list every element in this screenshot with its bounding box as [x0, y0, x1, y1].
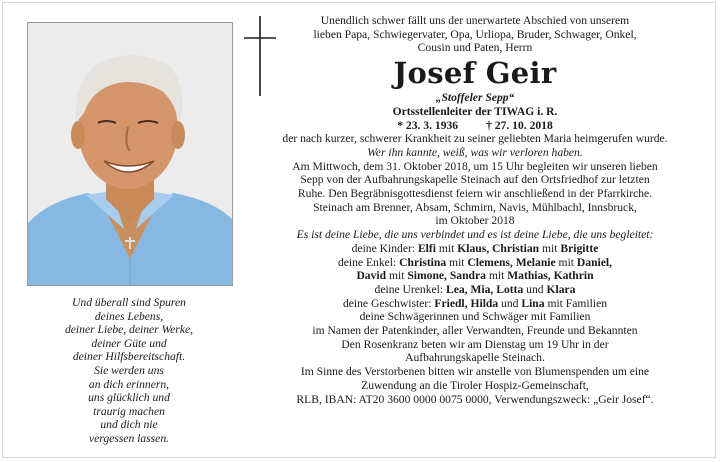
- mourner-joiner: mit: [446, 255, 468, 269]
- after-illness: der nach kurzer, schwerer Krankheit zu seiner geliebten Maria heimgerufen wurde.: [282, 132, 668, 146]
- poem-line: und dich nie: [100, 418, 158, 432]
- mourner-names: Simone, Sandra: [407, 269, 486, 283]
- funeral-line: Sepp von der Aufbahrungskapelle Steinach auf den Ortsfriedhof zur letzten: [300, 173, 650, 187]
- poem-line: an dich erinnern,: [88, 377, 170, 391]
- mourner-joiner: mit: [485, 269, 508, 283]
- mourner-prefix: deine Kinder:: [351, 241, 418, 255]
- intro-line: Cousin und Paten, Herrn: [417, 41, 533, 55]
- rosary-line: Aufbahrungskapelle Steinach.: [405, 351, 545, 365]
- donation-line: RLB, IBAN: AT20 3600 0000 0075 0000, Verwendungszweck: „Geir Josef“.: [296, 392, 654, 406]
- places-line: im Oktober 2018: [435, 214, 515, 228]
- mourner-names: Mathias, Kathrin: [507, 269, 594, 283]
- mourner-names: Lina: [521, 296, 545, 310]
- mourners-grandchildren-cont: [250, 269, 700, 283]
- mourner-names: Brigitte: [560, 241, 599, 255]
- quote-known: Wer ihn kannte, weiß, was wir verloren haben.: [367, 145, 583, 159]
- deceased-name: Josef Geir: [393, 56, 557, 91]
- mourner-prefix: deine Urenkel:: [374, 282, 446, 296]
- mourners-godchildren: im Namen der Patenkinder, aller Verwandten, Freunde und Bekannten: [312, 324, 638, 338]
- role: Ortsstellenleiter der TIWAG i. R.: [392, 104, 558, 118]
- rosary-line: Den Rosenkranz beten wir am Dienstag um 19 Uhr in der: [341, 337, 609, 351]
- mourner-joiner: und: [498, 296, 522, 310]
- intro-line: Unendlich schwer fällt uns der unerwartete Abschied von unserem: [320, 14, 630, 27]
- mourners-children: [250, 242, 700, 256]
- quote-love: Es ist deine Liebe, die uns verbindet und es ist deine Liebe, die uns begleitet:: [296, 228, 654, 242]
- donation-line: Im Sinne des Verstorbenen bitten wir anstelle von Blumenspenden um eine: [300, 365, 650, 379]
- mourner-names: David: [356, 269, 387, 283]
- portrait-photo: [27, 22, 233, 286]
- mourner-prefix: deine Geschwister:: [342, 296, 435, 310]
- mourner-names: Klaus, Christian: [457, 241, 540, 255]
- donation-line: Zuwendung an die Tiroler Hospiz-Gemeinschaft,: [361, 378, 589, 392]
- poem-line: deines Lebens,: [94, 309, 164, 323]
- mourner-joiner: und: [523, 282, 547, 296]
- mourner-names: Friedl, Hilda: [434, 296, 499, 310]
- poem-line: deiner Liebe, deiner Werke,: [64, 323, 194, 337]
- mourners-grandchildren: [250, 256, 700, 270]
- poem-line: deiner Güte und: [91, 336, 167, 350]
- mourners-great-grandchildren: [250, 283, 700, 297]
- funeral-line: Ruhe. Den Begräbnisgottesdienst feiern wir anschließend in der Pfarrkirche.: [297, 187, 653, 201]
- mourner-names: Lea, Mia, Lotta: [446, 282, 524, 296]
- mourners-siblings: [250, 297, 700, 311]
- poem-line: uns glücklich und: [88, 391, 170, 405]
- mourners-inlaws: deine Schwägerinnen und Schwäger mit Familien: [359, 310, 591, 324]
- mourner-names: Clemens, Melanie: [467, 255, 556, 269]
- mourner-names: Elfi: [417, 241, 436, 255]
- birth-date: * 23. 3. 1936: [397, 118, 459, 132]
- poem-line: traurig machen: [93, 404, 165, 418]
- mourner-names: Klara: [546, 282, 576, 296]
- mourner-names: Christina: [399, 255, 447, 269]
- nickname: „Stoffeler Sepp“: [435, 91, 515, 105]
- mourner-joiner: mit: [386, 269, 408, 283]
- mourner-joiner: mit: [555, 255, 577, 269]
- poem-line: Und überall sind Spuren: [72, 296, 186, 309]
- notice-text: [250, 14, 700, 406]
- poem-line: Sie werden uns: [94, 363, 164, 377]
- poem-line: deiner Hilfsbereitschaft.: [72, 350, 186, 364]
- life-dates: [250, 119, 700, 133]
- mourner-prefix: deine Enkel:: [337, 255, 400, 269]
- death-date: † 27. 10. 2018: [486, 118, 553, 132]
- poem: [24, 296, 234, 446]
- intro-line: lieben Papa, Schwiegervater, Opa, Urliopa, Bruder, Schwager, Onkel,: [313, 27, 637, 41]
- portrait-illustration: [28, 23, 232, 285]
- mourner-names: Daniel,: [576, 255, 613, 269]
- mourner-joiner: mit: [436, 241, 458, 255]
- poem-line: vergessen lassen.: [88, 431, 170, 445]
- mourner-joiner: mit Familien: [544, 296, 608, 310]
- mourner-joiner: mit: [539, 241, 561, 255]
- funeral-line: Am Mittwoch, dem 31. Oktober 2018, um 15 Uhr begleiten wir unseren lieben: [292, 159, 658, 173]
- places-line: Steinach am Brenner, Absam, Schmirn, Navis, Mühlbachl, Innsbruck,: [313, 200, 637, 214]
